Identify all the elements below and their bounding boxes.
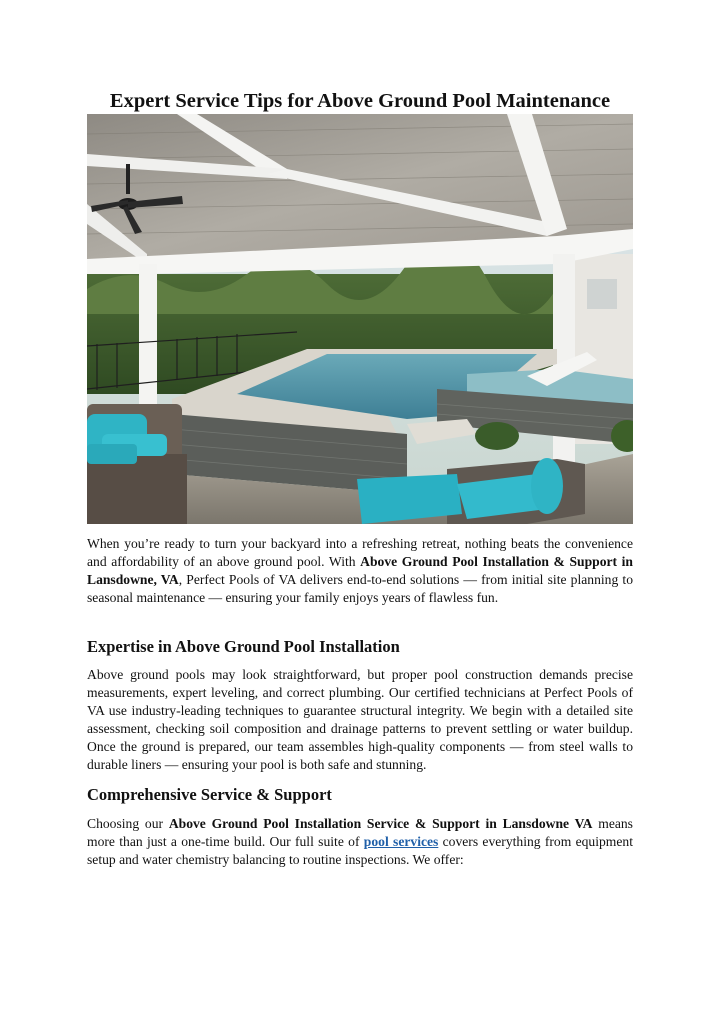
intro-paragraph xyxy=(87,535,633,607)
service-text-start: Choosing our xyxy=(87,816,169,831)
pool-services-link[interactable]: pool services xyxy=(363,834,439,849)
service-bold-keyword: Above Ground Pool Installation Service & Support in Lansdowne VA xyxy=(168,816,593,831)
section-heading-service: Comprehensive Service & Support xyxy=(87,785,332,804)
service-text-middle: means more than just a one-time build. Our full suite of xyxy=(87,816,633,849)
hero-image xyxy=(87,114,633,524)
intro-bold-keyword: Above Ground Pool Installation & Support in Lansdowne, VA xyxy=(87,554,633,587)
intro-text-start: When you’re ready to turn your backyard into a refreshing retreat, nothing beats the convenience and affordability of an above ground pool. With xyxy=(87,536,633,569)
intro-text-end: , Perfect Pools of VA delivers end-to-end solutions — from initial site planning to seasonal maintenance — ensuring your family enjoys years of flawless fun. xyxy=(87,572,633,605)
service-text-end: covers everything from equipment setup and water chemistry balancing to routine inspections. We offer: xyxy=(87,834,633,867)
page-title: Expert Service Tips for Above Ground Pool Maintenance xyxy=(109,90,611,112)
installation-paragraph: Above ground pools may look straightforward, but proper pool construction demands precise measurements, expert leveling, and correct plumbing. Our certified technicians at Perfect Pools of VA use industry-leading techniques to guarantee structural integrity. We begin with a detailed site assessment, checking soil composition and drainage patterns to prevent settling or water buildup. Once the ground is prepared, our team assembles high-quality components — from steel walls to durable liners — ensuring your pool is both safe and stunning. xyxy=(87,667,633,772)
service-paragraph xyxy=(87,815,633,869)
section-heading-installation: Expertise in Above Ground Pool Installation xyxy=(87,637,400,656)
